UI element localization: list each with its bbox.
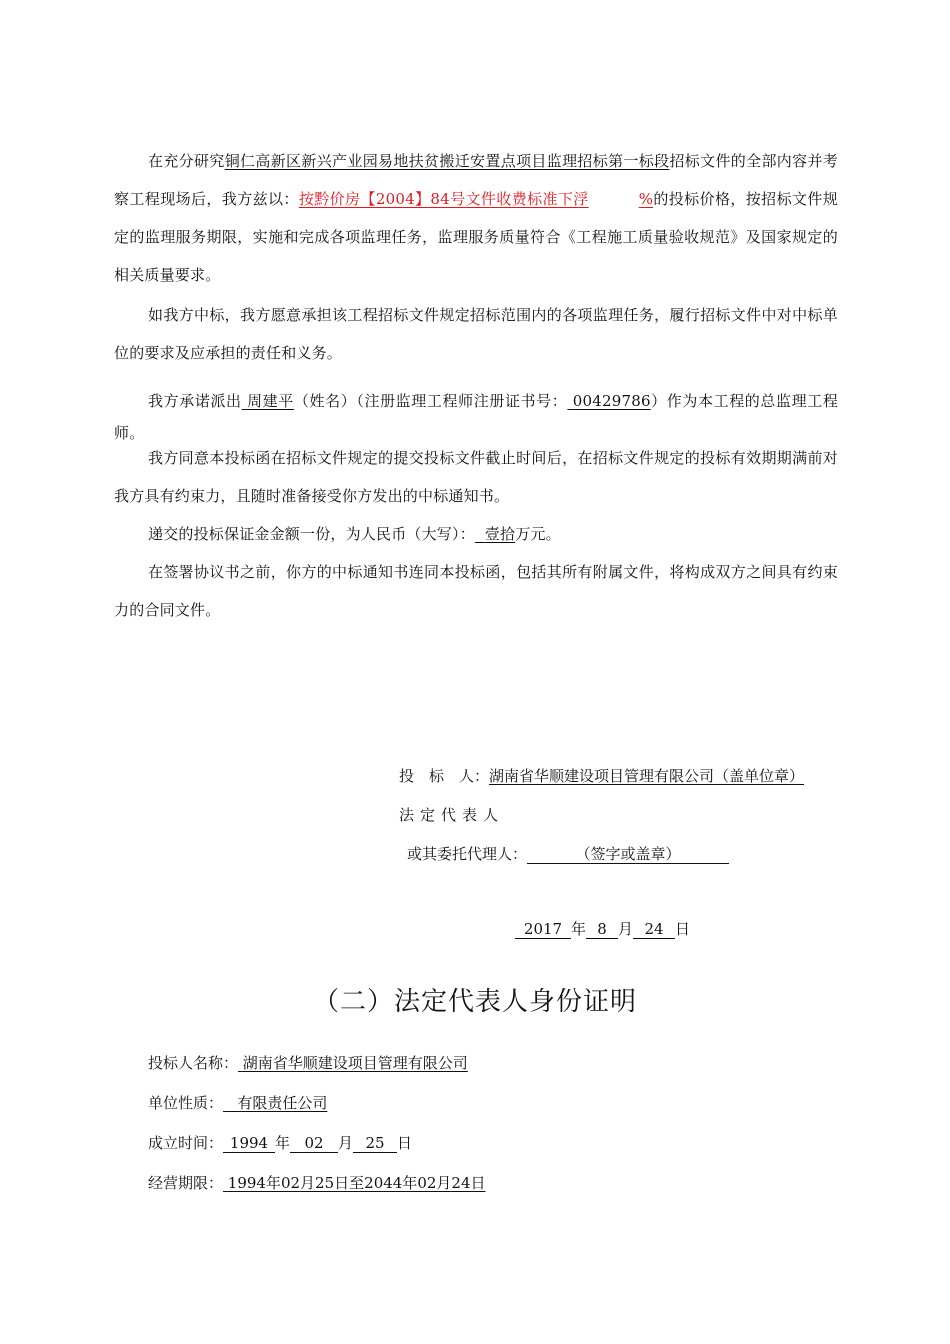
founded-label: 成立时间：	[148, 1134, 224, 1152]
sign-date	[515, 919, 690, 939]
founded-month-unit: 月	[338, 1134, 354, 1152]
paragraph-deposit	[114, 515, 838, 553]
p1-mid: 招标文件的全部内容并考察工程现场后，我方兹以：	[114, 152, 838, 208]
bidder-name-row	[148, 1053, 468, 1073]
engineer-name: 周建平	[247, 392, 294, 410]
certificate-number: 00429786	[572, 392, 651, 410]
month-unit: 月	[618, 920, 634, 938]
sign-year: 2017	[515, 920, 571, 939]
section-title: （二）法定代表人身份证明	[312, 987, 637, 1017]
founded-day-unit: 日	[397, 1134, 413, 1152]
day-unit: 日	[675, 920, 691, 938]
p1-tail: 的投标价格，按招标文件规定的监理服务期限，实施和完成各项监理任务，监理服务质量符合《工程施工质量验收规范》及国家规定的相关质量要求。	[114, 190, 838, 284]
year-unit: 年	[571, 920, 587, 938]
sign-month: 8	[586, 920, 618, 939]
paragraph-validity: 我方同意本投标函在招标文件规定的提交投标文件截止时间后，在招标文件规定的投标有效期期满前对我方具有约束力，且随时准备接受你方发出的中标通知书。	[114, 449, 838, 505]
company-type-row	[148, 1093, 327, 1113]
p5-intro: 递交的投标保证金金额一份，为人民币（大写）：	[148, 525, 475, 543]
paragraph-bid-price	[114, 142, 838, 294]
p3-tail: ）作为本工程的总监理工程师。	[114, 392, 839, 442]
bidder-label: 投 标 人：	[399, 767, 490, 785]
agent-line	[407, 844, 729, 864]
sign-day: 24	[633, 920, 675, 939]
business-term-value: 1994年02月25日至2044年02月24日	[227, 1174, 486, 1192]
bidder-name-value: 湖南省华顺建设项目管理有限公司	[242, 1054, 468, 1072]
founded-row	[148, 1133, 412, 1153]
agent-label: 或其委托代理人：	[407, 845, 528, 863]
bid-percent: %	[638, 190, 654, 208]
paragraph-win-commitment: 如我方中标，我方愿意承担该工程招标文件规定招标范围内的各项监理任务，履行招标文件中对中标单位的要求及应承担的责任和义务。	[114, 306, 838, 362]
founded-year-unit: 年	[275, 1134, 291, 1152]
p1-intro: 在充分研究	[148, 152, 225, 170]
founded-month: 02	[290, 1134, 338, 1153]
legal-rep-label: 法定代表人	[399, 806, 505, 824]
company-type-label: 单位性质：	[148, 1094, 224, 1112]
bidder-value: 湖南省华顺建设项目管理有限公司（盖单位章）	[489, 767, 805, 785]
agent-signature-hint: （签字或盖章）	[575, 845, 681, 863]
business-term-row	[148, 1173, 486, 1193]
project-name: 铜仁高新区新兴产业园易地扶贫搬迁安置点项目监理招标第一标段	[224, 152, 670, 170]
bidder-name-label: 投标人名称：	[148, 1054, 239, 1072]
agent-signature-field[interactable]	[527, 845, 729, 864]
p3-mid: （姓名）（注册监理工程师注册证书号：	[293, 392, 568, 410]
bid-price-basis: 按黔价房【2004】84号文件收费标准下浮 %	[298, 190, 654, 208]
company-type-value: 有限责任公司	[237, 1094, 328, 1112]
founded-year: 1994	[223, 1134, 275, 1153]
business-term-label: 经营期限：	[148, 1174, 224, 1192]
founded-day: 25	[353, 1134, 397, 1153]
paragraph-contract: 在签署协议书之前，你方的中标通知书连同本投标函，包括其所有附属文件，将构成双方之间具有约束力的合同文件。	[114, 563, 838, 619]
p5-tail: 万元。	[515, 525, 561, 543]
p3-intro: 我方承诺派出	[148, 392, 242, 410]
bidder-line	[399, 766, 804, 786]
deposit-amount: 壹拾	[484, 525, 516, 543]
